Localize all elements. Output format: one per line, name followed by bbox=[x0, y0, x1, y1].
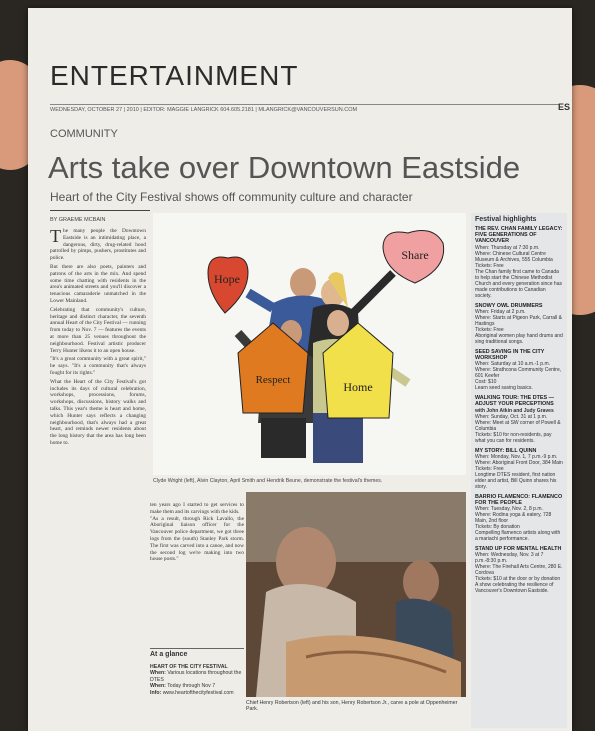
event-item: SEED SAVING IN THE CITY WORKSHOP When: Saturday at 10 a.m.-1 p.m. Where: Strathcona Community Centre, 601 Keefer Cost: $10 Learn seed saving basics. bbox=[475, 348, 562, 392]
paragraph: Celebrating that community's culture, heritage and distinct character, the seventh annual Heart of the City Festival — running from today to Nov. 7 — features the events at more than 25 venues throughout the neighbourhood. Festival artistic producer Terry Hunter likens it to an open house. bbox=[50, 306, 146, 354]
event-title: MY STORY: BILL QUINN bbox=[475, 447, 537, 454]
event-title: THE REV. CHAN FAMILY LEGACY: FIVE GENERATIONS OF VANCOUVER bbox=[475, 226, 563, 245]
photo-caption: Clyde Wright (left), Alvin Clayton, April Smith and Hendrik Beune, demonstrate the festival's themes. bbox=[153, 478, 383, 484]
at-a-glance bbox=[150, 664, 244, 696]
byline: BY GRAEME MCBAIN bbox=[50, 217, 106, 223]
edge-text: ES bbox=[557, 102, 570, 112]
carving-photo-art bbox=[246, 492, 466, 697]
carving-photo bbox=[246, 492, 466, 697]
event-item: STAND UP FOR MENTAL HEALTH When: Wednesday, Nov. 3 at 7 p.m.-8:30 p.m. Where: The Firehall Arts Centre, 280 E. Cordova Tickets: $10 at the door or by donation A show celebrating the resilience of Vancouver's Downtown Eastside. bbox=[475, 546, 563, 595]
event-item: WALKING TOUR: THE DTES — ADJUST YOUR PERCEPTIONS with John Atkin and Judy Graves When: Sunday, Oct. 31 at 1 p.m. Where: Meet at SW corner of Powell & Columbia Tickets: $10 for non-residents, pay what you can for residents. bbox=[475, 395, 563, 443]
festival-photo bbox=[153, 213, 466, 475]
deck: Heart of the City Festival shows off community culture and character bbox=[50, 190, 413, 204]
event-title: SEED SAVING IN THE CITY WORKSHOP bbox=[475, 348, 545, 362]
photo-caption-2: Chief Henry Robertson (left) and his son, Henry Robertson Jr., carve a pole at Oppenheimer Park. bbox=[246, 700, 458, 712]
kicker: COMMUNITY bbox=[50, 128, 118, 140]
respect-label: Respect bbox=[255, 374, 291, 386]
event-title: STAND UP FOR MENTAL HEALTH bbox=[475, 546, 562, 553]
dropcap: T bbox=[50, 228, 61, 246]
at-a-glance-heading: At a glance bbox=[150, 648, 244, 658]
event-title: WALKING TOUR: THE DTES — ADJUST YOUR PERCEPTIONS bbox=[475, 395, 554, 408]
festival-highlights-sidebar bbox=[471, 213, 567, 728]
article-body bbox=[50, 228, 146, 728]
event-item: BARRIO FLAMENCO: FLAMENCO FOR THE PEOPLE When: Tuesday, Nov. 2, 8 p.m. Where: Rodina yoga & eatery, 728 Main, 2nd floor Tickets: By donation Compelling flamenco artists along with a mariachi performance. bbox=[475, 493, 563, 543]
share-label: Share bbox=[401, 248, 429, 262]
event-item: SNOWY OWL DRUMMERS When: Friday at 2 p.m. Where: Starts at Pigeon Park, Carrall & Hastings Tickets: Free Aboriginal women play hand drums and sing traditional songs. bbox=[475, 302, 563, 345]
glance-info: Info: www.heartofthecityfestival.com bbox=[150, 689, 234, 696]
headline: Arts take over Downtown Eastside bbox=[48, 150, 521, 185]
event-item: THE REV. CHAN FAMILY LEGACY: FIVE GENERATIONS OF VANCOUVER When: Thursday at 7:30 p.m. Where: Chinese Cultural Centre Museum & Archives, 555 Columbia Tickets: Free The Chan family first came to Canada to help start the Chinese Methodist Church and every generation since has made contributions to Canadian society. bbox=[475, 226, 563, 299]
sidebar-heading: Festival highlights bbox=[475, 216, 537, 223]
paragraph: The many people the Downtown Eastside is an intimidating place, a dangerous, dirty, drug-related hood patrolled by pimps, pushers, prostitutes and police. bbox=[50, 228, 146, 262]
paragraph: "As a result, through Rick Lavallo, the Aboriginal liaison officer for the Vancouver police department, we got three logs from the (south) Stanley Park storm. The first was carved into a canoe, and now the second log we're making into two house posts." bbox=[150, 515, 244, 563]
byline-rule bbox=[50, 210, 150, 211]
section-title: ENTERTAINMENT bbox=[50, 60, 299, 91]
home-label: Home bbox=[343, 380, 373, 394]
glance-when: When: Today through Nov 7 bbox=[150, 683, 216, 690]
paragraph: But there are also poets, painters and patrons of the arts in the mix. And spend some time chatting with residents in the area's animated streets and you'll discover a tenacious camaraderie unmatched in the Lower Mainland. bbox=[50, 263, 146, 304]
glance-event: HEART OF THE CITY FESTIVAL bbox=[150, 664, 228, 670]
event-title: SNOWY OWL DRUMMERS bbox=[475, 302, 543, 309]
hope-label: Hope bbox=[214, 272, 240, 286]
dateline: WEDNESDAY, OCTOBER 27 | 2010 | EDITOR: MAGGIE LANGRICK 604.605.2181 | MLANGRICK@VANCOUVERSUN.COM bbox=[50, 104, 560, 113]
paragraph: ten years ago I started to get services to make them and its carvings with the kids. bbox=[150, 502, 244, 515]
glance-where: When: Various locations throughout the DTES bbox=[150, 670, 242, 683]
paragraph: "It's a great community with a great spirit," he says. "It's a community that's always fought for its rights." bbox=[50, 356, 146, 376]
newspaper-page bbox=[28, 8, 572, 731]
event-item: MY STORY: BILL QUINN When: Monday, Nov. 1, 7 p.m.-9 p.m. Where: Aboriginal Front Door, 384 Main Tickets: Free Longtime DTES resident, first nation elder and artist, Bill Quinn shares his story. bbox=[475, 447, 563, 490]
event-title: BARRIO FLAMENCO: FLAMENCO FOR THE PEOPLE bbox=[475, 493, 563, 507]
paragraph: What the Heart of the City Festival's got includes its days of cultural celebration, workshops, processions, forums, workshops, discussions, history walks and talks. This year's theme is heart and home, which Hunter says reflects a changing neighbourhood, that's always had a great heart, and reminds newer residents about the long history that the area has long been home to. bbox=[50, 378, 146, 446]
festival-photo-art bbox=[153, 213, 466, 475]
article-body-continued bbox=[150, 502, 244, 642]
